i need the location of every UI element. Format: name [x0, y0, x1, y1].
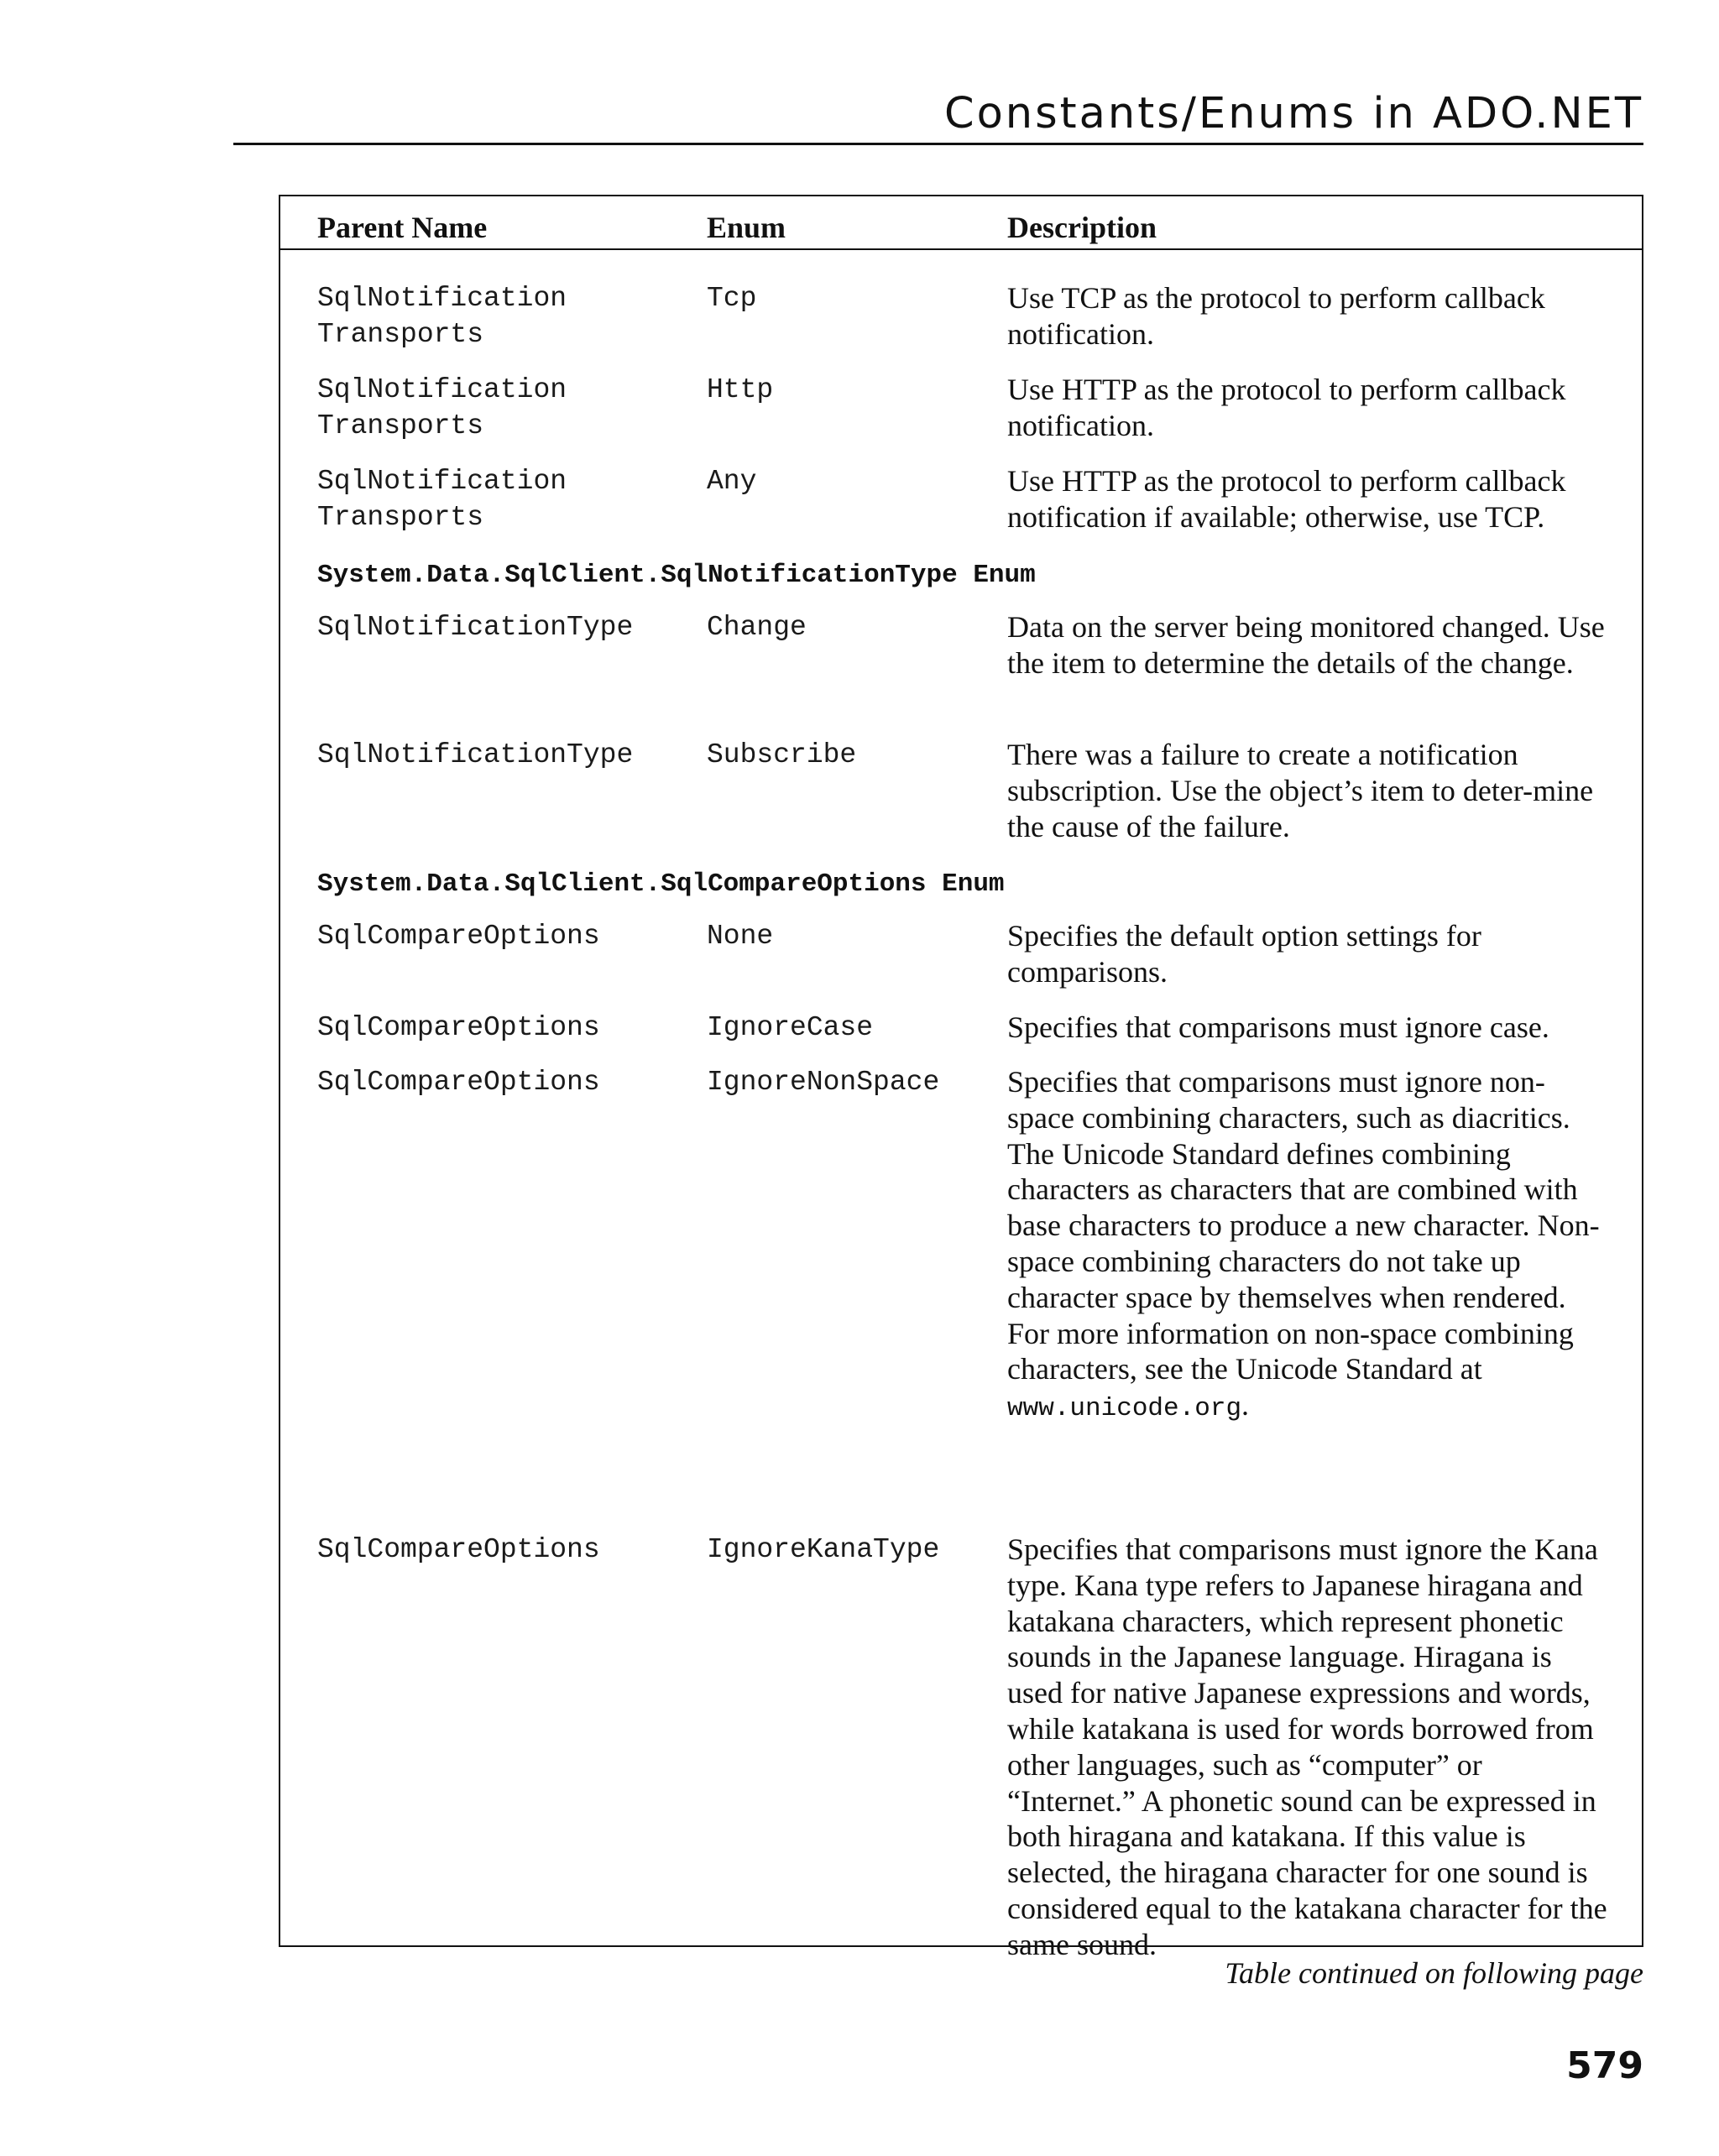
description-cell: Use HTTP as the protocol to perform callback notification.: [1007, 373, 1566, 442]
parent-name-cell: SqlNotificationType: [317, 612, 634, 643]
enum-cell: Subscribe: [707, 739, 857, 770]
parent-name-cell: SqlCompareOptions: [317, 921, 600, 952]
column-header-enum: Enum: [707, 211, 786, 244]
description-cell: Use HTTP as the protocol to perform callback notification if available; otherwise, use TCP.: [1007, 464, 1566, 534]
enum-cell: Change: [707, 612, 807, 643]
parent-name-cell: SqlCompareOptions: [317, 1067, 600, 1098]
description-cell: Specifies that comparisons must ignore the Kana type. Kana type refers to Japanese hiragana and katakana characters, which represent phonetic sounds in the Japanese language. Hiragana is used for native Japanese expressions and words, while katakana is used for words borrowed from other languages, such as “computer” or “Internet.” A phonetic sound can be expressed in both hiragana and katakana. If this value is selected, the hiragana character for one sound is considered equal to the katakana character for the same sound.: [1007, 1532, 1607, 1961]
section-heading: System.Data.SqlClient.SqlNotificationType Enum: [317, 561, 1036, 590]
enum-cell: Any: [707, 466, 757, 497]
column-header-description: Description: [1007, 211, 1157, 244]
unicode-url-link[interactable]: www.unicode.org: [1007, 1394, 1242, 1424]
parent-name-cell: SqlCompareOptions: [317, 1012, 600, 1043]
parent-name-cell: SqlCompareOptions: [317, 1534, 600, 1565]
running-head: Constants/Enums in ADO.NET: [943, 89, 1643, 138]
parent-name-cell: SqlNotification Transports: [317, 283, 567, 350]
enum-cell: IgnoreCase: [707, 1012, 874, 1043]
description-cell: Specifies the default option settings for comparisons.: [1007, 919, 1481, 989]
description-cell: Specifies that comparisons must ignore case.: [1007, 1010, 1549, 1044]
enum-table: [279, 195, 1643, 1961]
header-rule: [233, 143, 1643, 145]
enum-cell: Tcp: [707, 283, 757, 314]
section-heading: System.Data.SqlClient.SqlCompareOptions Enum: [317, 869, 1005, 899]
description-cell: Data on the server being monitored changed. Use the item to determine the details of the change.: [1007, 610, 1605, 680]
description-cell: There was a failure to create a notification subscription. Use the object’s item to deter-mine the cause of the failure.: [1007, 738, 1594, 843]
parent-name-cell: SqlNotification Transports: [317, 466, 567, 533]
enum-cell: IgnoreKanaType: [707, 1534, 940, 1565]
parent-name-cell: SqlNotification Transports: [317, 374, 567, 441]
column-header-parent-name: Parent Name: [317, 211, 488, 244]
enum-cell: Http: [707, 374, 774, 405]
description-cell: [1007, 1064, 1612, 1428]
description-cell: Use TCP as the protocol to perform callback notification.: [1007, 281, 1545, 351]
table-header-row: [280, 196, 1642, 250]
enum-cell: None: [707, 921, 774, 952]
description-suffix: .: [1241, 1388, 1250, 1423]
description-text: Specifies that comparisons must ignore non-space combining characters, such as diacritics. The Unicode Standard defines combining characters as characters that are combined with base characters to produce a new character. Non-space combining characters do not take up character space by themselves when rendered. For more information on non-space combining characters, see the Unicode Standard at: [1007, 1065, 1600, 1386]
enum-cell: IgnoreNonSpace: [707, 1067, 940, 1098]
page-number: 579: [1566, 2044, 1643, 2087]
parent-name-cell: SqlNotificationType: [317, 739, 634, 770]
continued-note: Table continued on following page: [1225, 1956, 1643, 1990]
